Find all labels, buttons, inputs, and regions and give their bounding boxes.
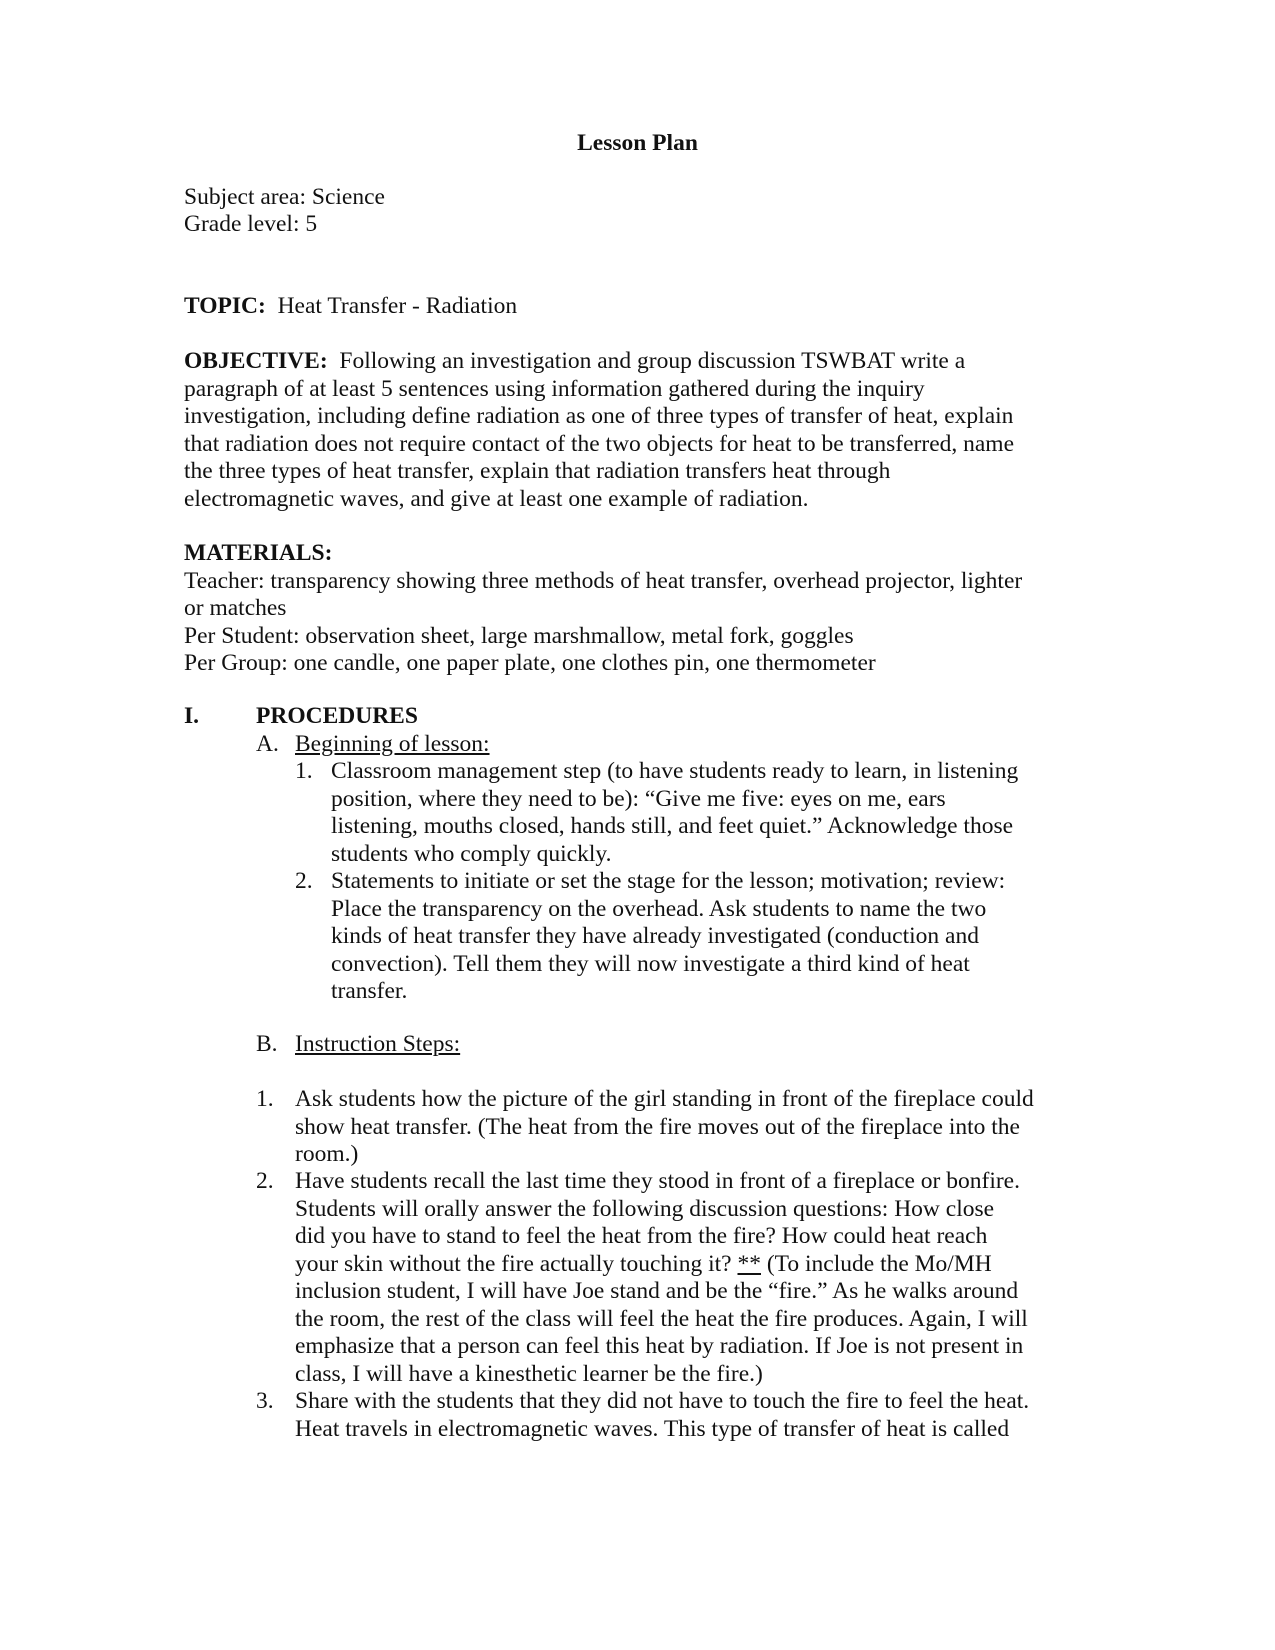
section-b-letter: B. <box>256 1031 278 1057</box>
list-number: 2. <box>295 868 313 894</box>
objective-line: investigation, including define radiation as one of three types of transfer of heat, explain <box>184 403 1014 429</box>
objective-line: paragraph of at least 5 sentences using information gathered during the inquiry <box>184 375 925 402</box>
materials-line: Per Student: observation sheet, large marshmallow, metal fork, goggles <box>184 622 854 649</box>
list-number: 2. <box>256 1168 274 1194</box>
materials-line: Teacher: transparency showing three methods of heat transfer, overhead projector, lighter <box>184 567 1023 594</box>
topic-text: Heat Transfer - Radiation <box>277 293 518 319</box>
topic-line <box>184 293 1084 321</box>
list-number: 1. <box>256 1086 274 1112</box>
materials-line: or matches <box>184 595 287 621</box>
page-title: Lesson Plan <box>577 130 698 156</box>
list-number: 1. <box>295 758 313 784</box>
subject-area: Subject area: Science <box>184 184 385 210</box>
objective-line: electromagnetic waves, and give at least one example of radiation. <box>184 485 809 512</box>
objective-line: the three types of heat transfer, explain that radiation transfers heat through <box>184 458 891 484</box>
procedures-heading: PROCEDURES <box>256 703 418 729</box>
materials-line: Per Group: one candle, one paper plate, one clothes pin, one thermometer <box>184 650 876 676</box>
section-a-heading: Beginning of lesson: <box>295 731 490 757</box>
materials-section <box>184 540 1084 678</box>
objective-line: OBJECTIVE: Following an investigation and group discussion TSWBAT write a <box>184 348 966 374</box>
section-a-letter: A. <box>256 731 279 757</box>
objective-section <box>184 348 1084 513</box>
procedures-numeral: I. <box>184 703 200 729</box>
list-number: 3. <box>256 1388 274 1414</box>
grade-level: Grade level: 5 <box>184 211 318 237</box>
objective-label: OBJECTIVE: <box>184 348 328 374</box>
footnote-marker: ** <box>737 1250 761 1277</box>
objective-line: that radiation does not require contact of the two objects for heat to be transferred, name <box>184 430 1015 457</box>
topic-label: TOPIC: <box>184 293 266 319</box>
materials-label: MATERIALS: <box>184 540 333 566</box>
section-b-heading: Instruction Steps: <box>295 1031 461 1057</box>
document-page: Lesson Plan Subject area: Science Grade level: 5 TOPIC: Heat Transfer - Radiation OBJECTIVE: Following an investigation and group discussion TSWBAT write a paragraph of at least 5 sentences using information gathered during the inquiry investigation, including define radiation as one of three types of transfer of heat, explain that radiation does not require contact of the two objects for heat to be transferred, name the three types of heat transfer, explain that radiation transfers heat through electromagnetic waves, and give at least one example of radiation. MATERIALS: Teacher: transparency showing three methods of heat transfer, overhead projector, lighter or matches Per Student: observation sheet, large marshmallow, metal fork, goggles Per Group: one candle, one paper plate, one clothes pin, one thermometer I. PROCEDURES A. Beginning of lesson: 1. Classroom management step (to have students ready to learn, in listening position, where they need to be): “Give me five: eyes on me, ears listening, mouths closed, hands still, and feet quiet.” Acknowledge those students who comply quickly. 2. Statements to initiate or set the stage for the lesson; motivation; review: Place the transparency on the overhead. Ask students to name the two kinds of heat transfer they have already investigated (conduction and convection). Tell them they will now investigate a third kind of heat transfer. B. Instruction Steps: 1. Ask students how the picture of the girl standing in front of the fireplace could show heat transfer. (The heat from the fire moves out of the fireplace into the room.) 2. Have students recall the last time they stood in front of a fireplace or bonfire. Students will orally answer the following discussion questions: How close did you have to stand to feel the heat from the fire? How could heat reach your skin without the fire actually touching it? ** (To include the Mo/MH inclusion student, I will have Joe stand and be the “fire.” As he walks around the room, the rest of the class will feel the heat the fire produces. Again, I will emphasize that a person can feel this heat by radiation. If Joe is not present in class, I will have a kinesthetic learner be the fire.) 3. Share with the students that they did not have to touch the fire to feel the heat. Heat travels in electromagnetic waves. This type of transfer of heat is called <box>0 0 1275 1650</box>
